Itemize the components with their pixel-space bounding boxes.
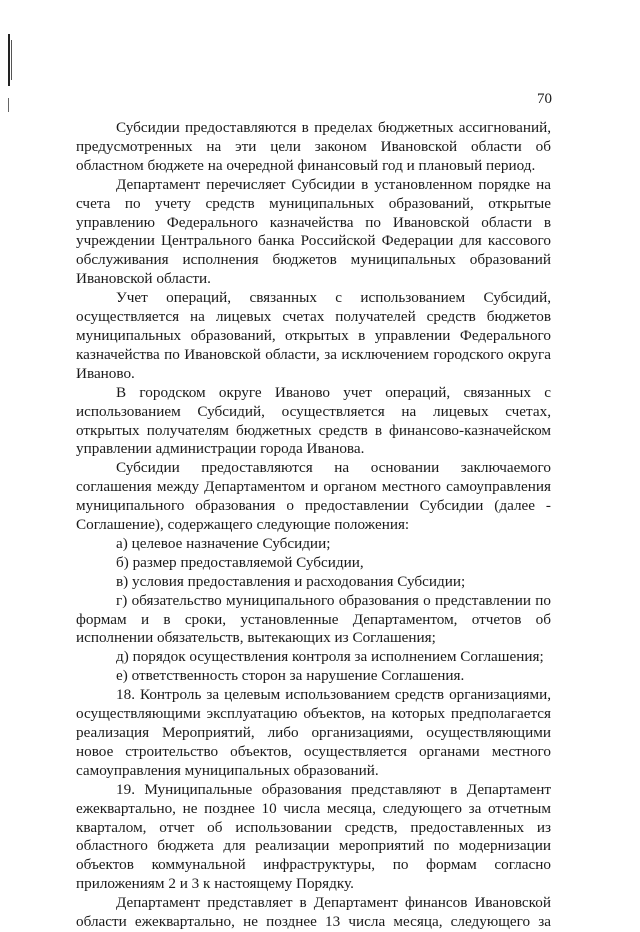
scan-edge-mark [11,40,12,80]
list-item-d: д) порядок осуществления контроля за исполнением Соглашения; [116,648,544,666]
paragraph-ivanovo-accounting: В городском округе Иваново учет операций, связанных с использованием Субсидий, осуществляется на лицевых счетах, открытых получателям бюджетных средств в финансово-казначейском управлении администрации города Иванова. [76,383,551,458]
list-item-g: г) обязательство муниципального образования о представлении по формам и в сроки, установленные Департаментом, отчетов об исполнении обязательств, вытекающих из Соглашения; [76,591,551,647]
paragraph-agreement: Субсидии предоставляются на основании заключаемого соглашения между Департаментом и органом местного самоуправления муниципального образования о предоставлении Субсидии (далее - Соглашение), содержащего следующие положения: [76,459,551,534]
document-body [76,119,551,932]
list-item-b: б) размер предоставляемой Субсидии, [116,553,364,571]
page-number: 70 [537,91,552,107]
paragraph-accounting: Учет операций, связанных с использованием Субсидий, осуществляется на лицевых счетах получателей средств бюджетов муниципальных образований, открытых в управлении Федерального казначейства по Ивановской области, за исключением городского округа Иваново. [76,289,551,382]
paragraph-transfer: Департамент перечисляет Субсидии в установленном порядке на счета по учету средств муниципальных образований, открытые управлению Федерального казначейства по Ивановской области в учреждении Центрального банка Российской Федерации для кассового обслуживания исполнения бюджетов муниципальных образований Ивановской области. [76,175,551,288]
paragraph-18-control: 18. Контроль за целевым использованием средств организациями, осуществляющими эксплуатацию объектов, на которых предполагается реализация Мероприятий, либо организациями, осуществляющими новое строительство объектов, осуществляется органами местного самоуправления муниципальных образований. [76,686,551,779]
list-item-e: е) ответственность сторон за нарушение Соглашения. [116,667,465,685]
scan-edge-mark [8,98,9,112]
list-item-a: а) целевое назначение Субсидии; [116,534,331,552]
scan-edge-mark [8,34,10,86]
paragraph-department-reporting: Департамент представляет в Департамент финансов Ивановской области ежеквартально, не позднее 13 числа месяца, следующего за [76,894,551,931]
paragraph-subsidy-limits: Субсидии предоставляются в пределах бюджетных ассигнований, предусмотренных на эти цели законом Ивановской области об областном бюджете на очередной финансовый год и плановый период. [76,119,551,174]
paragraph-19-reporting: 19. Муниципальные образования представляют в Департамент ежеквартально, не позднее 10 числа месяца, следующего за отчетным кварталом, отчет об использовании средств, предоставленных из областного бюджета для реализации мероприятий по модернизации объектов коммунальной инфраструктуры, по формам согласно приложениям 2 и 3 к настоящему Порядку. [76,780,551,893]
list-item-v: в) условия предоставления и расходования Субсидии; [116,572,466,590]
